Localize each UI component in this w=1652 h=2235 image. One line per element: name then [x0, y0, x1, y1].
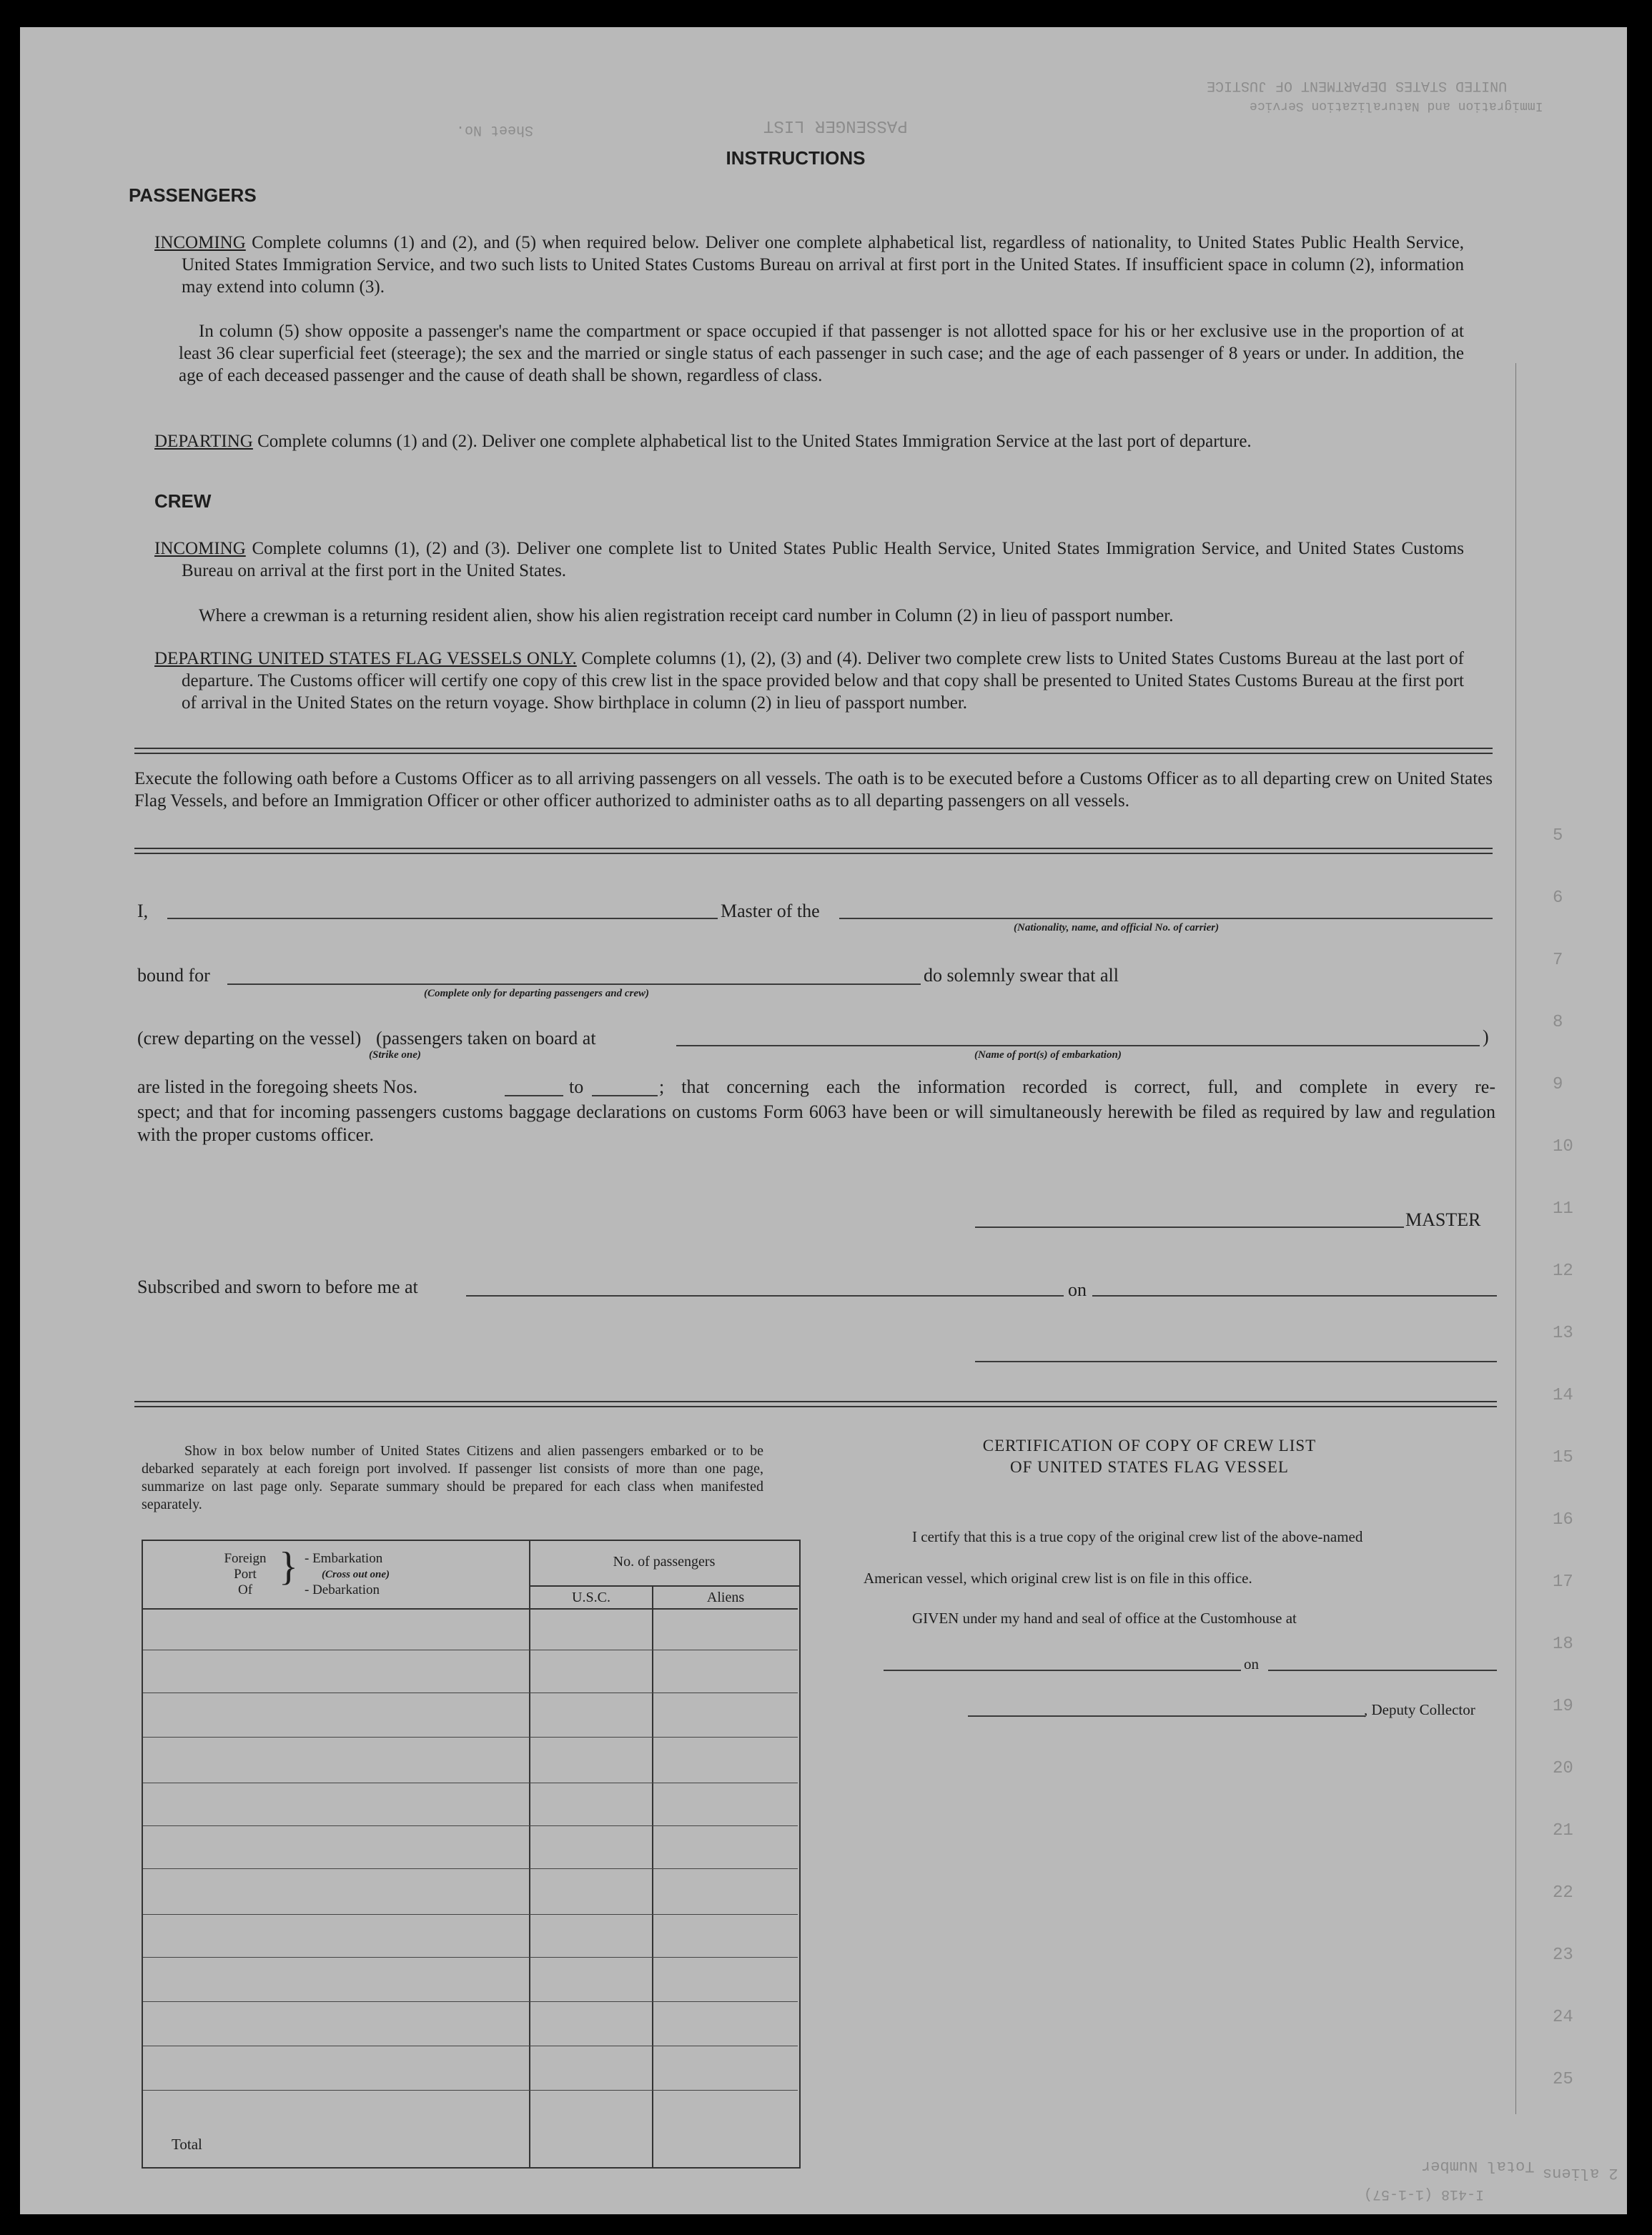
margin-number: 11	[1553, 1199, 1573, 1219]
margin-number: 25	[1553, 2070, 1573, 2089]
divider-1	[134, 748, 1493, 754]
bleed-total-number: Total Number	[1421, 2157, 1535, 2175]
deputy-signature-field[interactable]	[968, 1715, 1365, 1717]
no-of-passengers-header: No. of passengers	[613, 1554, 716, 1570]
port-label: Port	[234, 1567, 257, 1582]
page-title: INSTRUCTIONS	[726, 147, 866, 169]
oath-bound-for: bound for	[137, 965, 210, 986]
margin-number: 13	[1553, 1324, 1573, 1343]
embarkation-label: - Embarkation	[305, 1551, 383, 1566]
cross-out-caption: (Cross out one)	[322, 1569, 390, 1580]
debarkation-label: - Debarkation	[305, 1582, 380, 1597]
certify-line-1: I certify that this is a true copy of the original crew list of the above-named	[912, 1528, 1363, 1545]
master-signature-field[interactable]	[975, 1226, 1404, 1228]
oath-i-label: I,	[137, 901, 149, 921]
oath-on: on	[1068, 1279, 1087, 1300]
foreign-port-label	[213, 1551, 277, 1598]
table-row	[143, 1957, 798, 1958]
oath-intro: Execute the following oath before a Customs Officer as to all arriving passengers on all vessels. The oath is to be executed before a Customs Officer as to all departing crew on United States Flag Vessels, and before an Immigration Officer or other officer authorized to administer oaths as to all departing passengers on all vessels.	[134, 769, 1493, 811]
total-label: Total	[172, 2136, 202, 2153]
crew-incoming-label: INCOMING	[154, 539, 246, 558]
table-row	[143, 1737, 798, 1738]
crew-heading: CREW	[154, 490, 212, 512]
usc-header: U.S.C.	[572, 1590, 610, 1605]
embarkation-ports-field[interactable]	[676, 1045, 1480, 1046]
of-label: Of	[237, 1582, 253, 1597]
oath-to: to	[569, 1076, 584, 1097]
master-name-field[interactable]	[167, 918, 718, 919]
cert-date-field[interactable]	[1268, 1670, 1497, 1671]
table-col-divider-1	[529, 1540, 530, 2167]
margin-number: 6	[1553, 888, 1563, 908]
oath-subscribed: Subscribed and sworn to before me at	[137, 1277, 418, 1297]
crew-incoming-paragraph	[154, 537, 1464, 582]
passengers-incoming-label: INCOMING	[154, 233, 246, 252]
margin-number: 21	[1553, 1821, 1573, 1840]
table-row	[143, 1914, 798, 1915]
bleed-aliens: 2 aliens	[1543, 2164, 1618, 2182]
margin-number: 19	[1553, 1697, 1573, 1716]
margin-number: 18	[1553, 1635, 1573, 1654]
divider-2	[134, 848, 1493, 854]
foreign-label: Foreign	[224, 1551, 267, 1566]
oath-listed-start: are listed in the foregoing sheets Nos.	[137, 1076, 418, 1097]
certification-title-2: OF UNITED STATES FLAG VESSEL	[1010, 1458, 1289, 1476]
margin-number: 15	[1553, 1448, 1573, 1467]
margin-number: 20	[1553, 1759, 1573, 1778]
bleed-sheet-no: Sheet No.	[456, 122, 534, 138]
ports-caption: (Name of port(s) of embarkation)	[974, 1049, 1122, 1061]
customhouse-field[interactable]	[884, 1670, 1241, 1671]
carrier-field[interactable]	[839, 918, 1493, 919]
table-row	[143, 2090, 798, 2091]
cert-on: on	[1244, 1655, 1259, 1672]
margin-number: 23	[1553, 1946, 1573, 1965]
certification-title	[806, 1435, 1493, 1478]
brace-icon: }	[279, 1545, 298, 1589]
margin-number: 14	[1553, 1386, 1573, 1405]
passengers-departing-paragraph	[154, 430, 1464, 452]
deputy-collector-label: , Deputy Collector	[1364, 1701, 1475, 1718]
crew-departing-paragraph	[154, 648, 1464, 714]
passengers-column5-paragraph: In column (5) show opposite a passenger's name the compartment or space occupied if that passenger is not allotted space for his or her exclusive use in the proportion of at least 36 clear superficial feet (steerage); the sex and the married or single status of each passenger in such case; and the age of each passenger of 8 years or under. In addition, the age of each deceased passenger and the cause of death shall be shown, regardless of class.	[179, 322, 1464, 385]
table-subheader-line	[529, 1585, 799, 1587]
margin-line	[1515, 363, 1516, 2114]
margin-number: 8	[1553, 1013, 1563, 1032]
bleed-dept: UNITED STATES DEPARTMENT OF JUSTICE	[1207, 77, 1508, 94]
certification-title-1: CERTIFICATION OF COPY OF CREW LIST	[982, 1437, 1317, 1455]
margin-number: 22	[1553, 1883, 1573, 1903]
table-row	[143, 1868, 798, 1869]
crew-resident-paragraph: Where a crewman is a returning resident alien, show his alien registration receipt card number in Column (2) in lieu of passport number.	[199, 606, 1174, 625]
form-page	[20, 27, 1627, 2214]
oath-listed-text2: spect; and that for incoming passengers customs baggage declarations on customs Form 6063 have been or will simultaneously herewith be filed as required by law and regulation with the proper customs officer.	[137, 1101, 1495, 1145]
carrier-caption: (Nationality, name, and official No. of carrier)	[1014, 922, 1220, 933]
passengers-departing-text: Complete columns (1) and (2). Deliver one complete alphabetical list to the United States Immigration Service at the last port of departure.	[257, 432, 1252, 451]
divider-3	[134, 1401, 1497, 1407]
table-row	[143, 2001, 798, 2002]
margin-number: 24	[1553, 2008, 1573, 2027]
certify-line-2: American vessel, which original crew list is on file in this office.	[864, 1570, 1252, 1587]
oath-crew-departing: (crew departing on the vessel)	[137, 1028, 362, 1049]
master-label: MASTER	[1405, 1209, 1481, 1230]
passengers-incoming-paragraph	[154, 232, 1464, 298]
passengers-heading: PASSENGERS	[129, 184, 257, 206]
officer-signature-field[interactable]	[975, 1361, 1497, 1362]
sworn-date-field[interactable]	[1092, 1295, 1497, 1297]
crew-departing-text: Complete columns (1), (2), (3) and (4). Deliver two complete crew lists to United States Customs Bureau at the last port of departure. The Customs officer will certify one copy of this crew list in the space provided below and that copy shall be presented to United States Customs Bureau at the first port of arrival in the United States on the return voyage. Show birthplace in column (2) in lieu of passport number.	[182, 649, 1464, 713]
sheet-from-field[interactable]	[505, 1095, 563, 1096]
bound-for-field[interactable]	[227, 983, 921, 985]
passengers-incoming-text: Complete columns (1) and (2), and (5) when required below. Deliver one complete alphabetical list, regardless of nationality, to United States Public Health Service, United States Immigration Service, and two such lists to United States Customs Bureau on arrival at first port in the United States. If insufficient space in column (2), information may extend into column (3).	[182, 233, 1465, 297]
bleed-form-no: I-418 (1-1-57)	[1364, 2186, 1485, 2202]
oath-passengers-taken: (passengers taken on board at	[376, 1028, 596, 1049]
embark-debark-labels	[305, 1551, 390, 1598]
bound-for-caption: (Complete only for departing passengers and crew)	[424, 988, 649, 999]
table-row	[143, 1825, 798, 1826]
margin-number: 10	[1553, 1137, 1573, 1156]
strike-caption: (Strike one)	[369, 1049, 421, 1061]
margin-number: 9	[1553, 1075, 1563, 1094]
margin-number: 12	[1553, 1262, 1573, 1281]
oath-close-paren: )	[1483, 1026, 1489, 1047]
sworn-place-field[interactable]	[466, 1295, 1064, 1297]
given-line: GIVEN under my hand and seal of office at the Customhouse at	[912, 1610, 1297, 1627]
sheet-to-field[interactable]	[592, 1095, 658, 1096]
table-header-line	[143, 1608, 798, 1610]
table-col-divider-2	[652, 1585, 653, 2167]
crew-incoming-text: Complete columns (1), (2) and (3). Deliver one complete list to United States Public Health Service, United States Immigration Service, and United States Customs Bureau on arrival at the first port in the United States.	[182, 539, 1465, 580]
bleed-ins: Immigration and Naturalization Service	[1250, 99, 1543, 113]
aliens-header: Aliens	[706, 1590, 745, 1605]
crew-departing-label: DEPARTING UNITED STATES FLAG VESSELS ONLY.	[154, 649, 577, 668]
margin-number: 5	[1553, 826, 1563, 846]
summary-table	[142, 1540, 801, 2169]
summary-instructions: Show in box below number of United States Citizens and alien passengers embarked or to be debarked separately at each foreign port involved. If passenger list consists of more than one page, summarize on last page only. Separate summary should be prepared for each class when manifested separately.	[142, 1443, 763, 1512]
bleed-passenger-list: PASSENGER LIST	[763, 116, 908, 135]
oath-master-of: Master of the	[721, 901, 820, 921]
margin-number: 16	[1553, 1510, 1573, 1530]
oath-swear: do solemnly swear that all	[924, 965, 1119, 986]
margin-number: 7	[1553, 951, 1563, 970]
oath-listed-rest: ; that concerning each the information recorded is correct, full, and complete in every re-	[659, 1076, 1495, 1097]
passengers-departing-label: DEPARTING	[154, 432, 253, 451]
margin-number: 17	[1553, 1572, 1573, 1592]
